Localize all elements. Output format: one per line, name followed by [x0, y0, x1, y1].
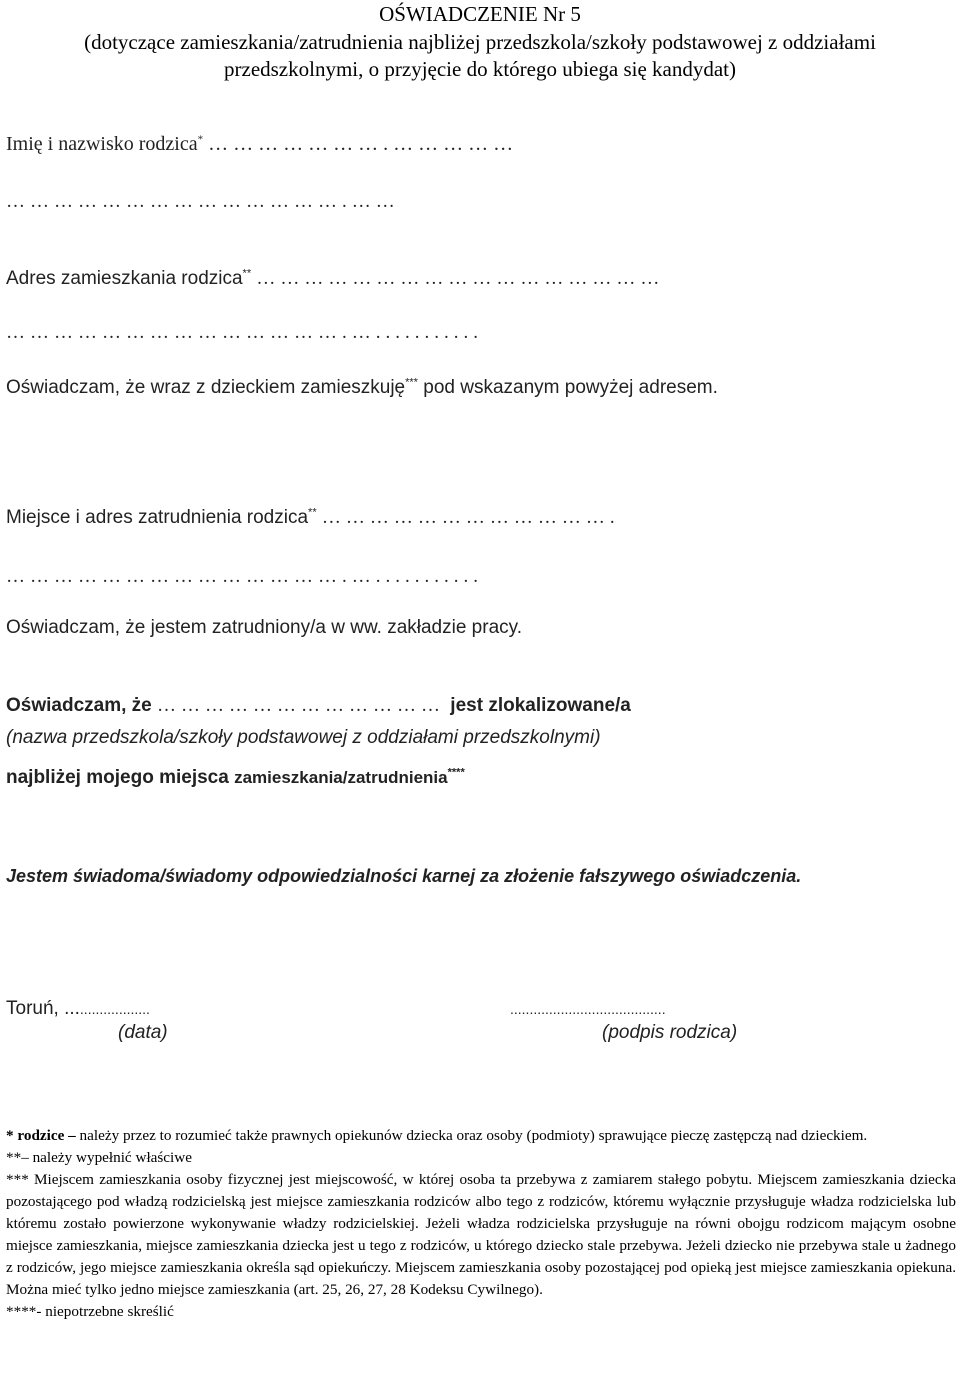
residence-text-post: pod wskazanym powyżej adresem.: [423, 377, 718, 398]
document-subtitle-line1: (dotyczące zamieszkania/zatrudnienia najbliżej przedszkola/szkoły podstawowej z oddziałami: [84, 30, 876, 54]
footnote-fill: **– należy wypełnić właściwe: [6, 1149, 192, 1166]
school-text-post: jest zlokalizowane/a: [450, 695, 631, 716]
school-name-field[interactable]: ………………………………: [157, 695, 446, 716]
workplace-field[interactable]: ……………………………….: [321, 507, 620, 528]
liability-statement: Jestem świadoma/świadomy odpowiedzialności karnej za złożenie fałszywego oświadczenia.: [6, 866, 802, 886]
parent-name-field[interactable]: ………………….……………: [208, 133, 519, 155]
residence-mark: ***: [405, 376, 418, 389]
address-mark: **: [242, 267, 252, 280]
parent-name-mark: *: [197, 133, 204, 146]
footnote-residence: *** Miejscem zamieszkania osoby fizycznej jest miejscowość, w której osoba ta przebywa z zamiarem stałego pobytu. Miejscem zamieszkania dziecka pozostającego pod władzą rodzicielską jest miejsce zamieszkania rodziców albo tego z rodziców, któremu wyłącznie przysługuje władza rodzicielska lub któremu zostało powierzone wykonywanie władzy rodzicielskiej. Jeżeli władza rodzicielska przysługuje na równi obojgu rodzicom mającym osobne miejsce zamieszkania, miejsce zamieszkania dziecka jest u tego z rodziców, u którego dziecko stale przebywa. Jeżeli dziecko nie przebywa stale u żadnego z rodziców, jego miejsce zamieszkania określa sąd opiekuńczy. Miejscem zamieszkania osoby pozostającej pod opieką jest miejsce zamieszkania opiekuna. Można mieć tylko jedno miejsce zamieszkania (art. 25, 26, 27, 28 Kodeksu Cywilnego).: [6, 1171, 956, 1298]
employment-statement: Oświadczam, że jestem zatrudniony/a w ww. zakładzie pracy.: [6, 617, 523, 638]
workplace-field-line2[interactable]: …………………………………….…...........: [6, 566, 483, 587]
footnotes: [6, 1125, 956, 1323]
signature-caption: (podpis rodzica): [602, 1022, 738, 1043]
footnote-parents-text: należy przez to rozumieć także prawnych opiekunów dziecka oraz osoby (podmioty) sprawujące pieczę zastępczą nad dzieckiem.: [75, 1127, 868, 1144]
place-date-field[interactable]: [6, 997, 150, 1021]
school-statement: [6, 694, 956, 718]
workplace-mark: **: [308, 506, 317, 519]
school-name-hint: (nazwa przedszkola/szkoły podstawowej z oddziałami przedszkolnymi): [6, 727, 601, 748]
address-field-line2[interactable]: …………………………………….…...........: [6, 322, 483, 343]
residence-text-pre: Oświadczam, że wraz z dzieckiem zamieszkuję: [6, 377, 406, 398]
address-row: [6, 267, 664, 291]
school-text-pre: Oświadczam, że: [6, 695, 152, 716]
address-field[interactable]: ……………………………………………: [256, 268, 665, 289]
signature-field[interactable]: ........................................: [510, 1001, 666, 1017]
nearest-mark: ****: [447, 766, 465, 779]
workplace-row: [6, 506, 620, 530]
parent-name-field-line2[interactable]: …………………………………….……: [6, 191, 400, 212]
footnote-strike: ****- niepotrzebne skreślić: [6, 1303, 174, 1320]
place-label: Toruń, ...: [6, 998, 80, 1019]
document-title: OŚWIADCZENIE Nr 5: [379, 2, 581, 26]
nearest-text-pre: najbliżej mojego miejsca: [6, 767, 229, 788]
date-caption: (data): [118, 1022, 168, 1043]
document-subtitle-line2: przedszkolnymi, o przyjęcie do którego ubiega się kandydat): [224, 57, 736, 81]
nearest-statement: [6, 766, 465, 790]
place-dots: ..................: [79, 1001, 150, 1017]
workplace-label: Miejsce i adres zatrudnienia rodzica: [6, 507, 309, 528]
footnote-parents-mark: * rodzice –: [6, 1127, 76, 1144]
parent-name-row: [6, 132, 518, 156]
address-label: Adres zamieszkania rodzica: [6, 268, 243, 289]
footnote-parents: [6, 1125, 956, 1147]
parent-name-label: Imię i nazwisko rodzica: [6, 133, 198, 155]
nearest-text-post: zamieszkania/zatrudnienia: [234, 768, 448, 787]
residence-statement: [6, 376, 718, 400]
